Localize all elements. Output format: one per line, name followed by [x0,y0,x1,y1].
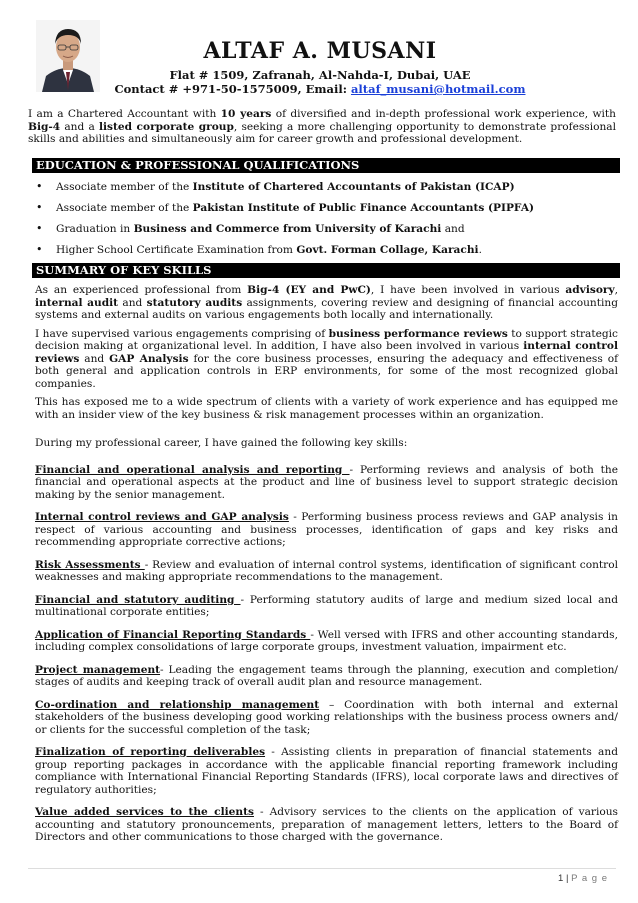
contact-prefix: Contact # +971-50-1575009, Email: [114,82,351,96]
skill-heading: Financial and statutory auditing [35,593,241,606]
summary-paragraph: This has exposed me to a wide spectrum of clients with a variety of work experience and has equipped me with an insider view of the key business & risk management processes within an organization. [35,396,618,421]
list-item: • Higher School Certificate Examination from Govt. Forman Collage, Karachi. [36,243,616,264]
skill-item: Financial and statutory auditing - Performing statutory audits of large and medium sized local and multinational corporate entities; [35,593,618,618]
skill-heading: Finalization of reporting deliverables [35,746,266,758]
skill-heading: Application of Financial Reporting Standards [35,628,311,641]
skill-item: Application of Financial Reporting Standards - Well versed with IFRS and other accounting standards, including complex consolidations of large corporate groups, investment valuation, impairment etc. [35,628,618,653]
skill-heading: Risk Assessments [35,558,145,571]
contact-line [80,82,560,96]
list-item: • Graduation in Business and Commerce from University of Karachi and [36,222,616,243]
candidate-name: ALTAF A. MUSANI [203,38,437,64]
page-separator: | [563,873,572,884]
skill-heading: Co-ordination and relationship management [35,698,320,711]
summary-section [35,284,618,854]
skill-item: Financial and operational analysis and reporting - Performing reviews and analysis of both the financial and operational aspects at the product and line of business level to support strategic decision making by the senior management. [35,463,618,501]
page-footer [558,873,608,884]
education-section-heading: EDUCATION & PROFESSIONAL QUALIFICATIONS [32,158,620,173]
list-item: • Associate member of the Pakistan Institute of Public Finance Accountants (PIPFA) [36,201,616,222]
skills-intro: During my professional career, I have gained the following key skills: [35,437,408,449]
email-link[interactable]: altaf_musani@hotmail.com [350,82,526,96]
summary-paragraph: As an experienced professional from Big-4 (EY and PwC), I have been involved in various advisory, internal audit and statutory audits assignments, covering review and designing of financial accounting systems and external audits on various engagements both locally and internationally. [35,284,619,321]
skill-heading: Internal control reviews and GAP analysis [35,511,289,523]
skill-item: Value added services to the clients - Advisory services to the clients on the application of various accounting and statutory pronouncements, preparation of management letters, letters to the Board of Directors and other communications to those charged with the governance. [35,806,618,843]
skill-heading: Financial and operational analysis and reporting [35,463,350,476]
address: Flat # 1509, Zafranah, Al-Nahda-I, Dubai, UAE [169,68,471,82]
skill-heading: Project management [35,663,161,676]
qualifications-list [36,180,616,264]
page-number: 1 [558,873,564,884]
skill-item: Risk Assessments - Review and evaluation of internal control systems, identification of significant control weaknesses and making appropriate recommendations to the management. [35,558,618,583]
skill-item: Internal control reviews and GAP analysis - Performing business process reviews and GAP analysis in respect of various accounting and business processes, identification of gaps and key risks and recommending appropriate corrective actions; [35,511,618,548]
page-label: P a g e [571,873,608,884]
footer-divider [28,868,616,869]
skill-heading: Value added services to the clients [35,806,254,818]
skill-item: Co-ordination and relationship management – Coordination with both internal and external stakeholders of the business developing good working relationships with the business process owners and/ or clients for the successful completion of the task; [35,698,618,736]
summary-section-heading: SUMMARY OF KEY SKILLS [32,263,620,278]
intro-paragraph: I am a Chartered Accountant with 10 years of diversified and in-depth professional work experience, with Big-4 and a listed corporate group, seeking a more challenging opportunity to demonstrate professional skills and abilities and simultaneously aim for career growth and professional development. [28,108,617,145]
skill-item: Finalization of reporting deliverables - Assisting clients in preparation of financial statements and group reporting packages in accordance with the applicable financial reporting framework including compliance with International Financial Reporting Standards (IFRS), local corporate laws and directives of regulatory authorities; [35,746,618,796]
skill-item: Project management- Leading the engagement teams through the planning, execution and completion/ stages of audits and keeping track of overall audit plan and resource management. [35,663,618,688]
summary-paragraph: I have supervised various engagements comprising of business performance reviews to support strategic decision making at organizational level. In addition, I have also been involved in various internal control reviews and GAP Analysis for the core business processes, ensuring the adequacy and effectiveness of both general and application controls in ERP environments, for some of the most recognized global companies. [35,327,619,390]
list-item: • Associate member of the Institute of Chartered Accountants of Pakistan (ICAP) [36,180,616,201]
